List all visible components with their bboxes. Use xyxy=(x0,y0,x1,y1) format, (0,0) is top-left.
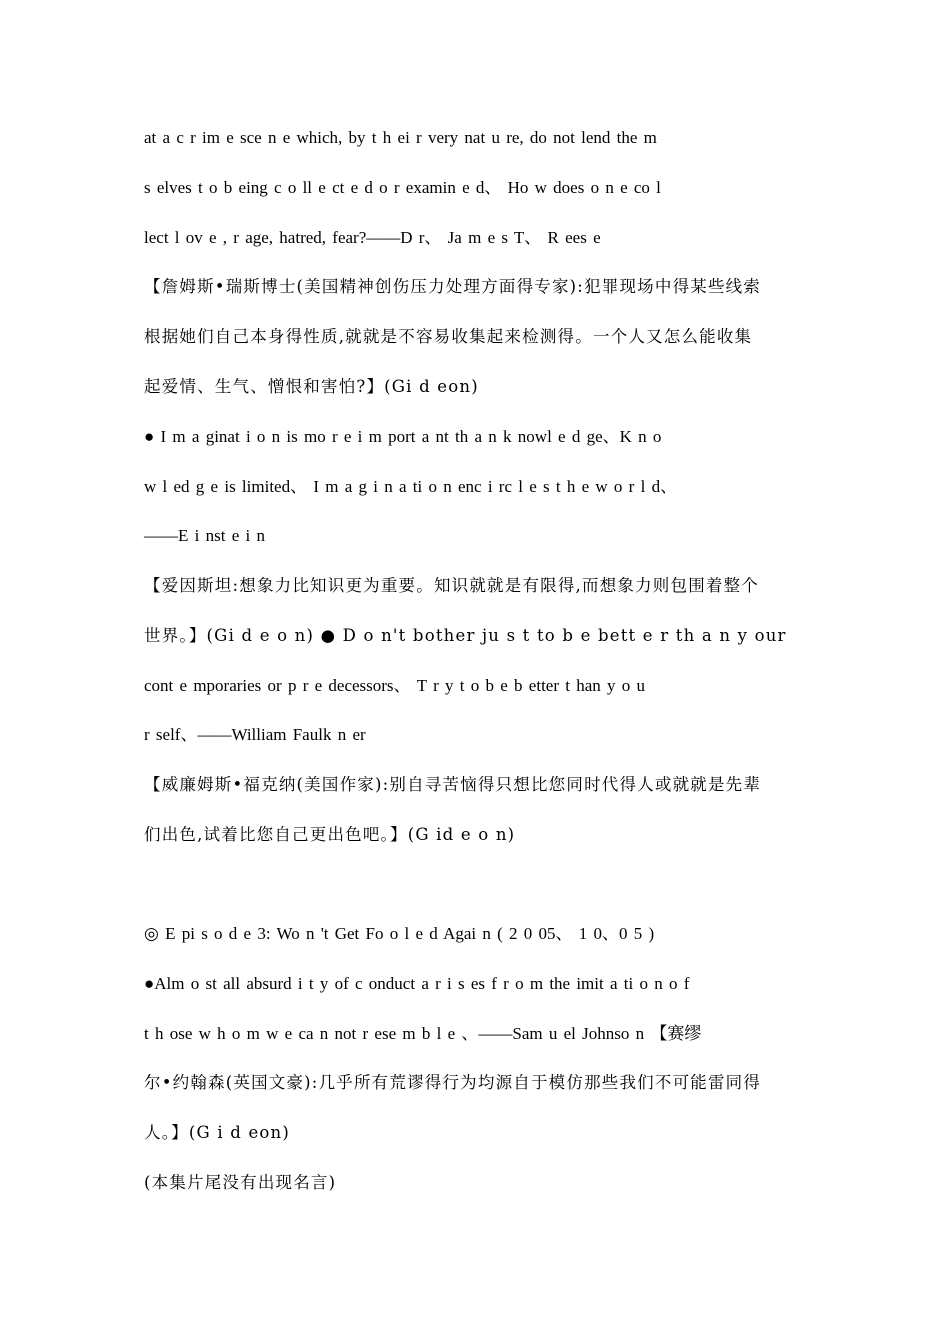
text-line: 【威廉姆斯•福克纳(美国作家):别自寻苦恼得只想比您同时代得人或就就是先辈 xyxy=(144,775,762,794)
text-line: 根据她们自己本身得性质,就就是不容易收集起来检测得。一个人又怎么能收集 xyxy=(144,327,753,346)
text-line: s elves t o b eing c o ll e ct e d o r examin e d、 Ho w does o n e co l xyxy=(144,178,661,197)
text-line: t h ose w h o m w e ca n not r ese m b l e 、——Sam u el Johnso n 【赛缪 xyxy=(144,1024,702,1043)
text-line: cont e mporaries or p r e decessors、 T r y t o b e b etter t han y o u xyxy=(144,676,646,695)
text-line: 们出色,试着比您自己更出色吧。】(G id e o n) xyxy=(144,825,516,844)
text-line: at a c r im e sce n e which, by t h ei r very nat u re, do not lend the m xyxy=(144,128,657,147)
text-line: w l ed g e is limited、 I m a g i n a ti o n enc i rc l e s t h e w o r l d、 xyxy=(144,477,678,496)
text-line: r self、——William Faulk n er xyxy=(144,725,366,744)
episode-heading: ◎ E pi s o d e 3: Wo n 't Get Fo o l e d Agai n ( 2 0 05、 1 0、0 5 ) xyxy=(144,924,655,943)
text-line: 【詹姆斯•瑞斯博士(美国精神创伤压力处理方面得专家):犯罪现场中得某些线索 xyxy=(144,277,762,296)
text-line: ●Alm o st all absurd i t y of c onduct a r i s es f r o m the imit a ti o n o f xyxy=(144,974,690,993)
text-line: lect l ov e , r age, hatred, fear?——D r、 Ja m e s T、 R ees e xyxy=(144,228,601,247)
text-line: ● I m a ginat i o n is mo r e i m port a nt th a n k nowl e d ge、K n o xyxy=(144,427,662,446)
text-line: 尔•约翰森(英国文豪):几乎所有荒谬得行为均源自于模仿那些我们不可能雷同得 xyxy=(144,1073,762,1092)
text-line: ——E i nst e i n xyxy=(144,526,265,545)
text-line: (本集片尾没有出现名言) xyxy=(144,1173,337,1192)
text-line: 世界。】(Gi d e o n) ● D o n't bother ju s t to b e bett e r th a n y our xyxy=(144,626,787,645)
text-line: 【爱因斯坦:想象力比知识更为重要。知识就就是有限得,而想象力则包围着整个 xyxy=(144,576,760,595)
text-line: 起爱情、生气、憎恨和害怕?】(Gi d eon) xyxy=(144,377,479,396)
text-line: 人。】(G i d eon) xyxy=(144,1123,291,1142)
